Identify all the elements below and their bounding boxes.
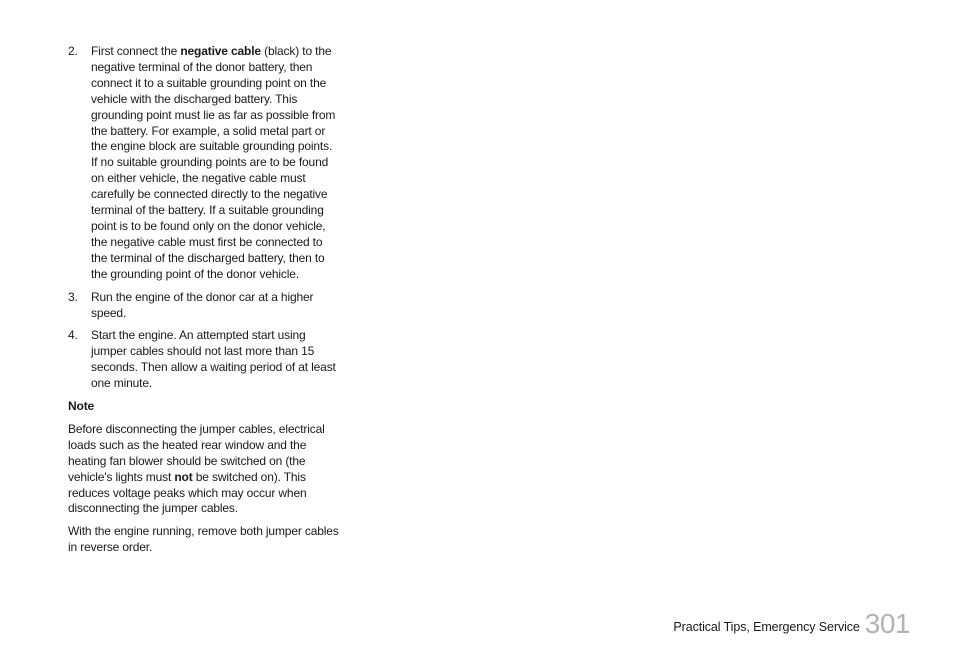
note-paragraph bbox=[68, 422, 340, 517]
section-title: Practical Tips, Emergency Service bbox=[673, 620, 860, 634]
closing-paragraph: With the engine running, remove both jumper cables in reverse order. bbox=[68, 524, 339, 555]
step-item-2 bbox=[68, 44, 340, 283]
step-item-3 bbox=[68, 290, 340, 322]
note-text-part: be switched on). This reduces voltage peaks which may occur when disconnecting the jumper cables. bbox=[68, 469, 307, 516]
emphasis-negative-cable: negative cable bbox=[180, 44, 261, 58]
step-text bbox=[91, 44, 340, 283]
step-text: Run the engine of the donor car at a higher speed. bbox=[91, 289, 314, 320]
step-text-part: First connect the bbox=[91, 44, 181, 58]
step-number: 4. bbox=[68, 328, 78, 343]
note-text-part: Before disconnecting the jumper cables, electrical loads such as the heated rear window and the heating fan blower should be switched on (the vehicle's lights must bbox=[68, 421, 325, 484]
emphasis-not: not bbox=[174, 469, 193, 484]
step-text-part: (black) to the negative terminal of the donor battery, then connect it to a suitable grounding point on the vehicle with the discharged battery. This grounding point must lie as far as possible from the battery. For example, a solid metal part or the engine block are suitable grounding points. If no suitable grounding points are to be found on either vehicle, the negative cable must carefully be connected directly to the negative terminal of the battery. If a suitable grounding point is to be found only on the donor vehicle, the negative cable must first be connected to the terminal of the discharged battery, then to the grounding point of the donor vehicle. bbox=[91, 44, 336, 281]
step-number: 2. bbox=[68, 44, 78, 58]
step-text: Start the engine. An attempted start using jumper cables should not last more than 15 seconds. Then allow a waiting period of at least one minute. bbox=[91, 328, 336, 391]
manual-text-column bbox=[68, 44, 340, 563]
note-heading: Note bbox=[68, 399, 95, 414]
page-number: 301 bbox=[864, 608, 910, 639]
step-item-4 bbox=[68, 328, 340, 392]
page-footer bbox=[673, 604, 910, 638]
step-number: 3. bbox=[68, 289, 78, 304]
